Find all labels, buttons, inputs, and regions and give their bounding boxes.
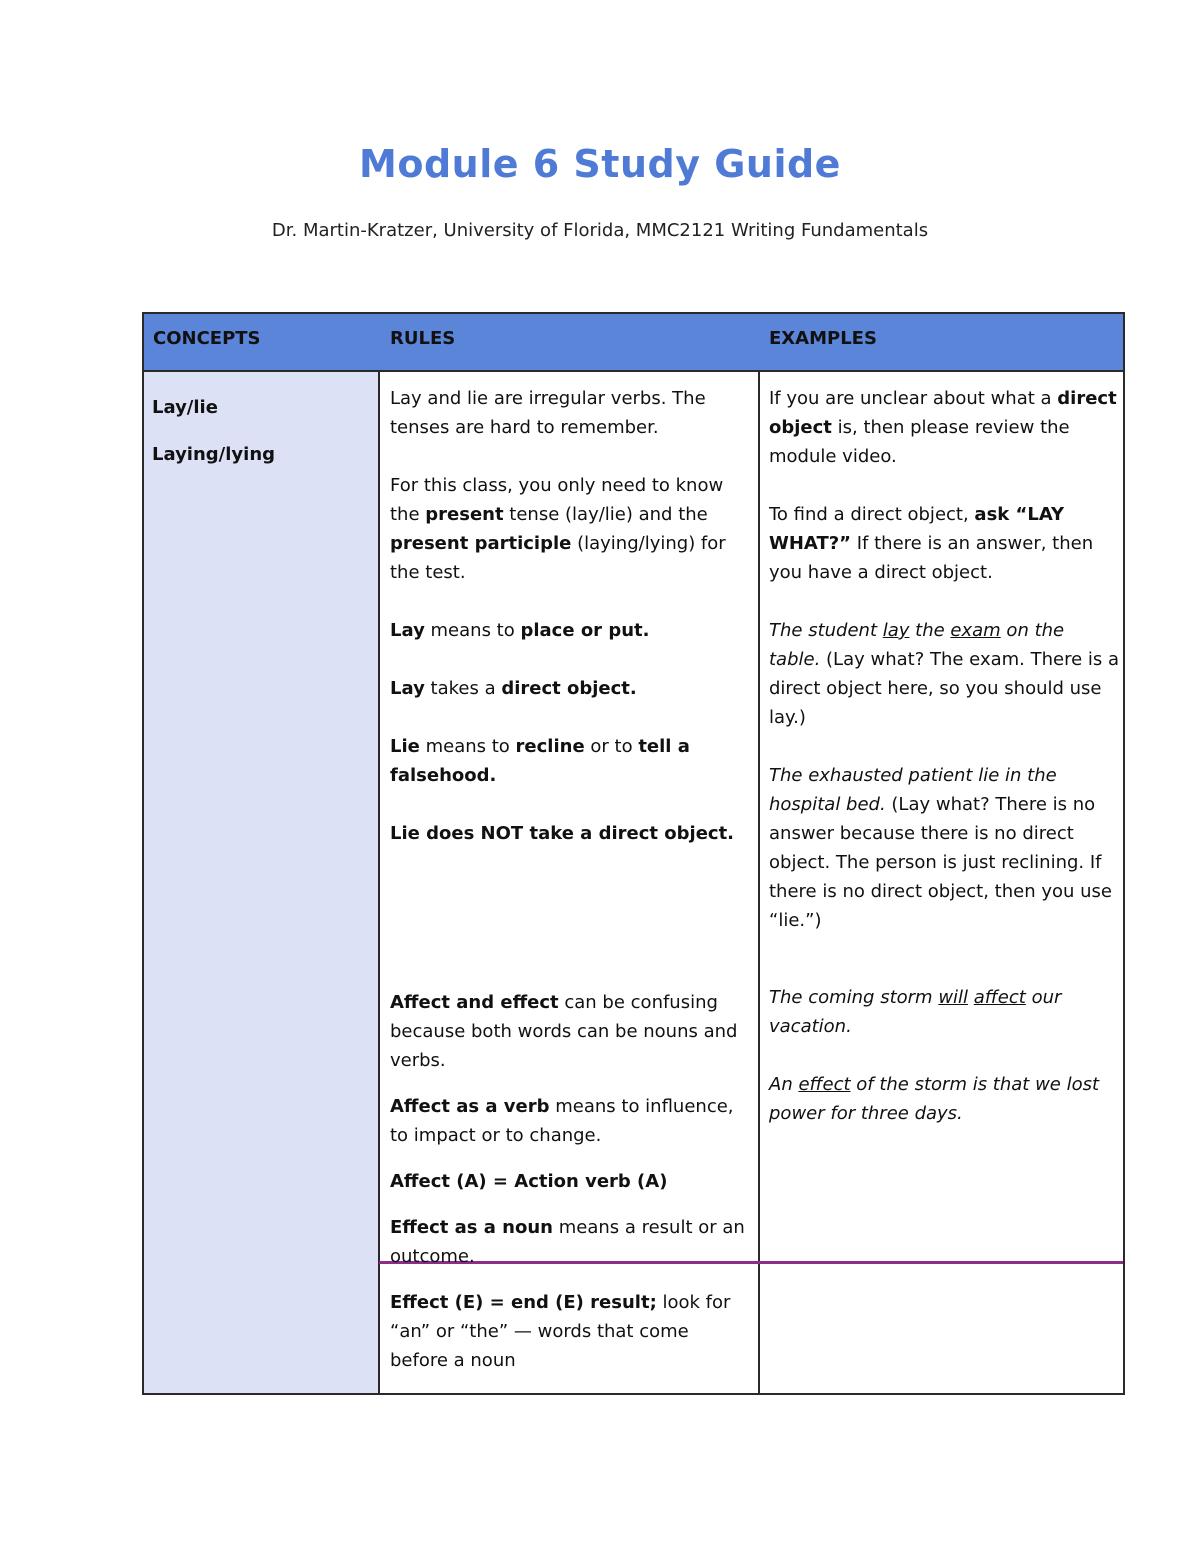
- concept-lay-lie: Lay/lie: [152, 397, 218, 418]
- rule-paragraph: Affect and effect can be confusing because both words can be nouns and verbs.: [390, 992, 738, 1071]
- example-paragraph: An effect of the storm is that we lost power for three days.: [769, 1074, 1100, 1124]
- header-concepts: CONCEPTS: [153, 328, 261, 349]
- page-subtitle: Dr. Martin-Kratzer, University of Florida, MMC2121 Writing Fundamentals: [271, 220, 929, 241]
- rule-paragraph: Lie does NOT take a direct object.: [390, 823, 735, 844]
- rule-paragraph: Lie means to recline or to tell a falsehood.: [390, 736, 690, 786]
- rule-paragraph: For this class, you only need to know the present tense (lay/lie) and the present participle (laying/lying) for the test.: [390, 475, 726, 583]
- rule-paragraph: Lay takes a direct object.: [390, 678, 637, 699]
- lay-lie-examples-cell: [769, 384, 1121, 935]
- concepts-cell: [152, 384, 372, 478]
- affect-effect-examples-cell: [769, 983, 1121, 1128]
- example-paragraph: If you are unclear about what a direct object is, then please review the module video.: [769, 388, 1117, 467]
- page-title: Module 6 Study Guide: [359, 142, 841, 186]
- affect-effect-rules-cell: [390, 988, 750, 1375]
- example-paragraph: The coming storm will affect our vacation.: [769, 987, 1062, 1037]
- study-guide-table: [142, 312, 1125, 1395]
- rule-paragraph: Affect as a verb means to influence, to impact or to change.: [390, 1096, 734, 1146]
- example-paragraph: The exhausted patient lie in the hospital bed. (Lay what? There is no answer because there is no direct object. The person is just reclining. If there is no direct object, then you use “lie.”): [769, 765, 1113, 931]
- rule-paragraph: Effect (E) = end (E) result; look for “an” or “the” — words that come before a noun: [390, 1292, 731, 1371]
- example-paragraph: The student lay the exam on the table. (Lay what? The exam. There is a direct object here, so you should use lay.): [769, 620, 1120, 728]
- header-rules: RULES: [390, 328, 456, 349]
- example-paragraph: To find a direct object, ask “LAY WHAT?” If there is an answer, then you have a direct object.: [769, 504, 1094, 583]
- header-examples: EXAMPLES: [769, 328, 877, 349]
- rule-paragraph: Effect as a noun means a result or an outcome.: [390, 1217, 745, 1267]
- rule-paragraph: Affect (A) = Action verb (A): [390, 1171, 668, 1192]
- concept-laying-lying: Laying/lying: [152, 444, 276, 465]
- rule-paragraph: Lay means to place or put.: [390, 620, 650, 641]
- lay-lie-rules-cell: [390, 384, 750, 848]
- rule-paragraph: Lay and lie are irregular verbs. The tenses are hard to remember.: [390, 388, 706, 438]
